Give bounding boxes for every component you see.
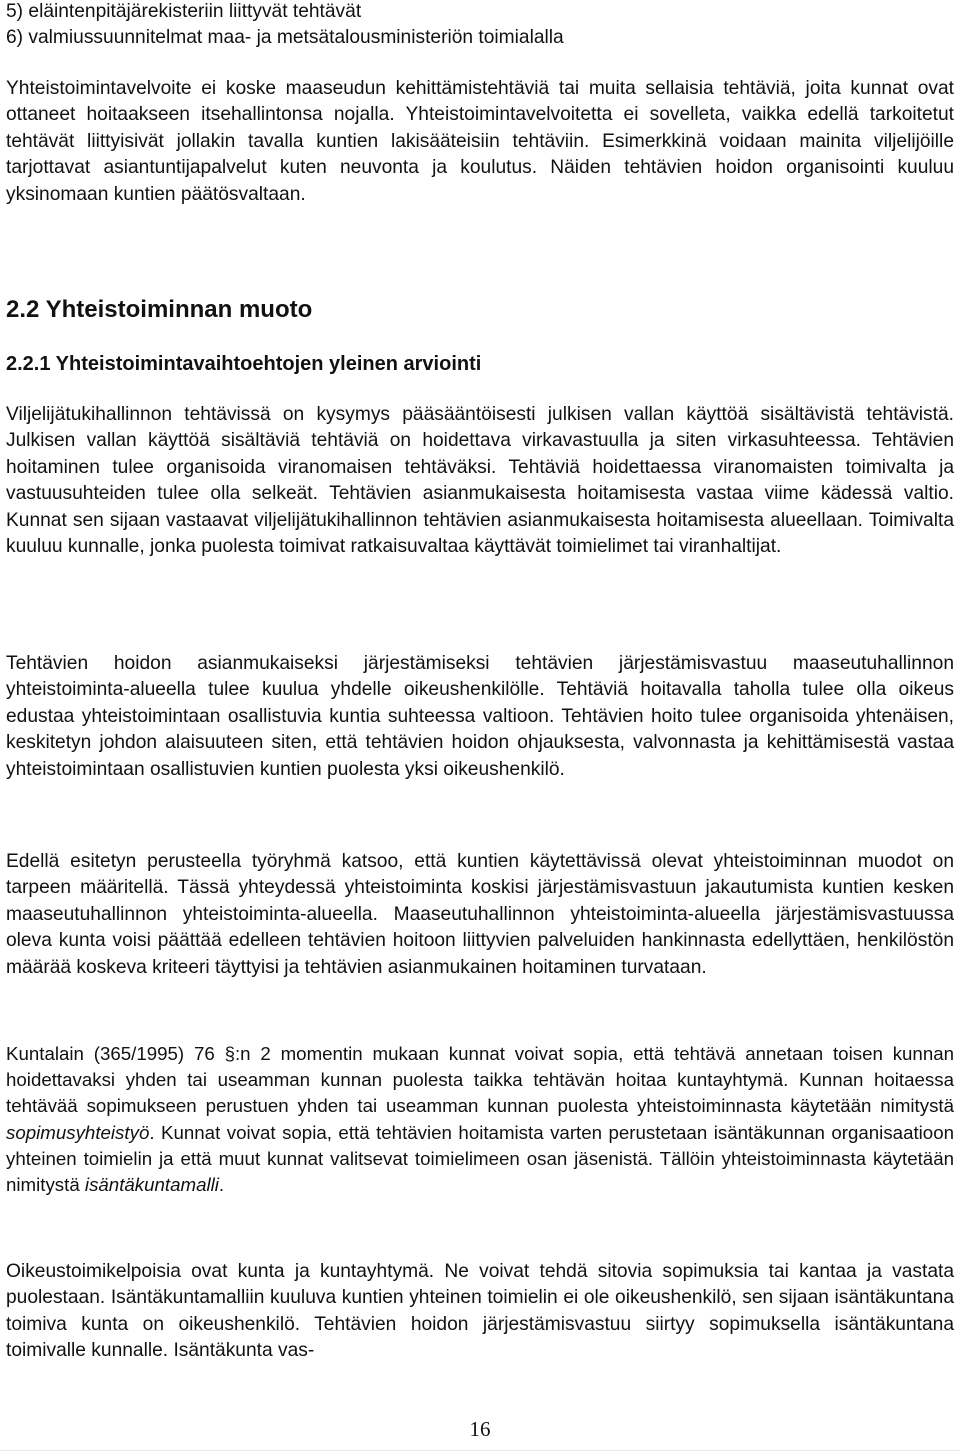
term-sopimusyhteistyo: sopimusyhteistyö bbox=[6, 1121, 150, 1143]
term-isantakuntamalli: isäntäkuntamalli bbox=[84, 1174, 219, 1196]
paragraph-1: Viljelijätukihallinnon tehtävissä on kysymys pääsääntöisesti julkisen vallan käyttöä sisältävistä tehtävistä. Julkisen vallan käyttöä sisältäviä tehtäviä on hoidettava virkavastuulla ja siten virkasuhteessa. Tehtävien hoitaminen tulee organisoida viranomaisen tehtäväksi. Tehtäviä hoidettaessa viranomaisten toimivalta ja vastuusuhteiden tulee olla selkeät. Tehtävien asianmukaisesta hoitamisesta vastaa viime kädessä valtio. Kunnat sen sijaan vastaavat viljelijätukihallinnon tehtävien asianmukaisesta hoitamisesta alueellaan. Toimivalta kuuluu kunnalle, jonka puolesta toimivat ratkaisuvaltaa käyttävät toimielimet tai viranhaltijat. bbox=[6, 404, 954, 558]
paragraph-3: Edellä esitetyn perusteella työryhmä katsoo, että kuntien käytettävissä olevat yhteistoiminnan muodot on tarpeen määritellä. Tässä yhteydessä yhteistoiminta koskisi järjestämisvastuun jakautumista kuntien kesken maaseutuhallinnon yhteistoiminta-alueella. Maaseutuhallinnon yhteistoiminta-alueella järjestämisvastuussa oleva kunta voisi päättää edelleen tehtävien hoitoon liittyvien palveluiden hankinnasta edellyttäen, henkilöstön määrää koskeva kriteeri täyttyisi ja tehtävien asianmukainen hoitaminen turvataan. bbox=[6, 851, 954, 978]
list-item-5: 5) eläintenpitäjärekisteriin liittyvät tehtävät bbox=[6, 1, 362, 22]
list-item bbox=[6, 25, 564, 51]
paragraph-4-text-3: . bbox=[218, 1174, 225, 1196]
section-heading: 2.2 Yhteistoiminnan muoto bbox=[6, 296, 313, 323]
paragraph-4 bbox=[6, 1041, 954, 1198]
paragraph-4-text-2: . Kunnat voivat sopia, että tehtävien hoitamista varten perustetaan isäntäkunnan organisaatioon yhteinen toimielin ja että muut kunnat valitsevat toimielimeen osan jäsenistä. Tällöin yhteistoiminnasta käytetään nimitystä bbox=[6, 1121, 954, 1196]
paragraph-2: Tehtävien hoidon asianmukaiseksi järjestämiseksi tehtävien järjestämisvastuu maaseutuhallinnon yhteistoiminta-alueella tulee kuulua yhdelle oikeushenkilölle. Tehtäviä hoitavalla taholla tulee olla oikeus edustaa yhteistoimintaan osallistuvia kuntia suhteessa valtioon. Tehtävien hoito tulee organisoida yhtenäisen, keskitetyn johdon alaisuuteen siten, että tehtävien hoidon ohjauksesta, valvonnasta ja kehittämisestä vastaa yhteistoimintaan osallistuvien kuntien puolesta yksi oikeushenkilö. bbox=[6, 653, 954, 780]
list-item-6: 6) valmiussuunnitelmat maa- ja metsätalousministeriön toimialalla bbox=[6, 27, 564, 48]
intro-paragraph: Yhteistoimintavelvoite ei koske maaseudun kehittämistehtäviä tai muita sellaisia tehtäviä, joita kunnat ovat ottaneet hoitaakseen itsehallintonsa nojalla. Yhteistoimintavelvoitetta ei sovelleta, vaikka edellä tarkoitetut tehtävät liittyisivät jollakin tavalla kuntien lakisääteisiin tehtäviin. Esimerkkinä voidaan mainita viljelijöille tarjottavat asiantuntijapalvelut kuten neuvonta ja koulutus. Näiden tehtävien hoidon organisointi kuuluu yksinomaan kuntien päätösvaltaan. bbox=[6, 78, 954, 205]
subsection-heading: 2.2.1 Yhteistoimintavaihtoehtojen yleinen arviointi bbox=[6, 353, 482, 375]
paragraph-5: Oikeustoimikelpoisia ovat kunta ja kuntayhtymä. Ne voivat tehdä sitovia sopimuksia tai kantaa ja vastata puolestaan. Isäntäkuntamalliin kuuluva kuntien yhteinen toimielin ei ole oikeushenkilö, sen sijaan isäntäkuntana toimiva kunta on oikeushenkilö. Tehtävien hoidon järjestämisvastuu siirtyy sopimuksella isäntäkuntana toimivalle kunnalle. Isäntäkunta vas- bbox=[6, 1261, 954, 1362]
page-number: 16 bbox=[469, 1417, 491, 1441]
list-item bbox=[6, 0, 361, 25]
paragraph-4-text-1: Kuntalain (365/1995) 76 §:n 2 momentin mukaan kunnat voivat sopia, että tehtävä annetaan toisen kunnan hoidettavaksi yhden tai useamman kunnan puolesta taikka tehtävän hoitaa kuntayhtymä. Kunnan hoitaessa tehtävää sopimukseen perustuen yhden tai useamman kunnan puolesta yhteistoiminnasta käytetään nimitystä bbox=[6, 1043, 954, 1117]
